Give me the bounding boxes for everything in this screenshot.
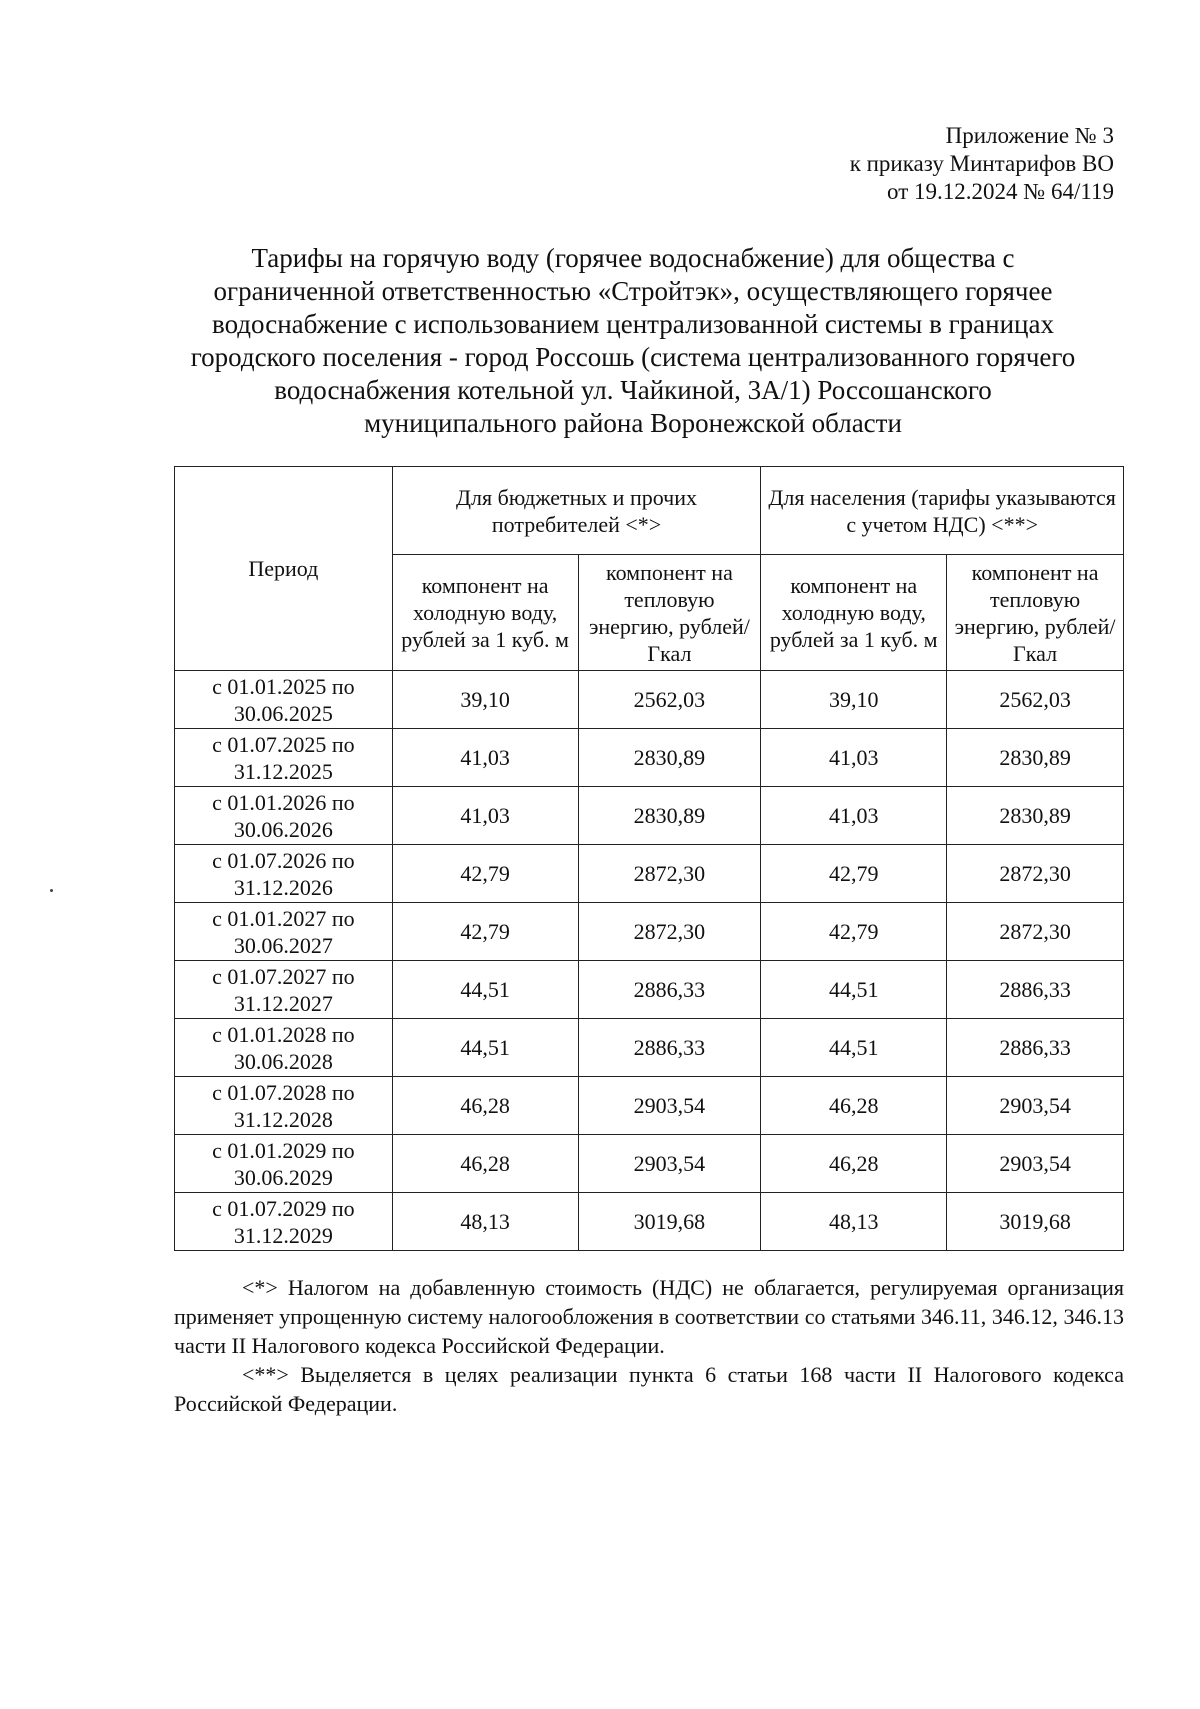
cold-water-cell: 39,10 (761, 671, 947, 729)
heat-energy-cell: 2886,33 (578, 961, 761, 1019)
heat-energy-cell: 2872,30 (578, 845, 761, 903)
cold-water-cell: 44,51 (392, 961, 578, 1019)
cold-water-cell: 46,28 (392, 1135, 578, 1193)
heat-energy-cell: 2830,89 (947, 787, 1124, 845)
cold-water-cell: 44,51 (392, 1019, 578, 1077)
cold-water-header: компонент на холодную воду, рублей за 1 куб. м (392, 555, 578, 671)
footnote-vat-included: <**> Выделяется в целях реализации пункта 6 статьи 168 части II Налогового кодекса Российской Федерации. (174, 1362, 1124, 1416)
table-row (175, 1135, 1124, 1193)
heat-energy-cell: 2903,54 (578, 1077, 761, 1135)
cold-water-cell: 42,79 (392, 903, 578, 961)
table-row (175, 671, 1124, 729)
title-line: муниципального района Воронежской области (364, 408, 902, 438)
footnote-vat-exempt: <*> Налогом на добавленную стоимость (НДС) не облагается, регулируемая организация применяет упрощенную систему налогообложения в соответствии со статьями 346.11, 346.12, 346.13 части II Налогового кодекса Российской Федерации. (174, 1275, 1124, 1358)
heat-energy-cell: 2903,54 (947, 1077, 1124, 1135)
period-cell: с 01.01.2029 по 30.06.2029 (175, 1135, 393, 1193)
title-line: ограниченной ответственностью «Стройтэк», осуществляющего горячее (213, 276, 1053, 306)
cold-water-cell: 46,28 (761, 1135, 947, 1193)
title-line: Тарифы на горячую воду (горячее водоснабжение) для общества с (251, 243, 1015, 273)
cold-water-cell: 44,51 (761, 961, 947, 1019)
cold-water-cell: 46,28 (761, 1077, 947, 1135)
heat-energy-cell: 2872,30 (947, 903, 1124, 961)
scan-speck (50, 889, 53, 892)
period-cell: с 01.07.2026 по 31.12.2026 (175, 845, 393, 903)
heat-energy-cell: 2830,89 (947, 729, 1124, 787)
table-row (175, 729, 1124, 787)
heat-energy-cell: 3019,68 (947, 1193, 1124, 1251)
footnotes (174, 1273, 1124, 1418)
cold-water-cell: 41,03 (392, 787, 578, 845)
period-cell: с 01.01.2027 по 30.06.2027 (175, 903, 393, 961)
heat-energy-cell: 2562,03 (578, 671, 761, 729)
table-row (175, 961, 1124, 1019)
title-line: городского поселения - город Россошь (система централизованного горячего (190, 342, 1076, 372)
cold-water-cell: 42,79 (761, 845, 947, 903)
tariff-table (174, 466, 1124, 1251)
heat-energy-cell: 2562,03 (947, 671, 1124, 729)
period-cell: с 01.07.2029 по 31.12.2029 (175, 1193, 393, 1251)
cold-water-cell: 44,51 (761, 1019, 947, 1077)
heat-energy-header: компонент на тепловую энергию, рублей/Гкал (947, 555, 1124, 671)
cold-water-cell: 39,10 (392, 671, 578, 729)
period-cell: с 01.07.2027 по 31.12.2027 (175, 961, 393, 1019)
cold-water-cell: 41,03 (761, 729, 947, 787)
heat-energy-cell: 2886,33 (947, 1019, 1124, 1077)
heat-energy-cell: 3019,68 (578, 1193, 761, 1251)
heat-energy-cell: 2886,33 (578, 1019, 761, 1077)
heat-energy-cell: 2830,89 (578, 729, 761, 787)
cold-water-cell: 42,79 (392, 845, 578, 903)
population-header: Для населения (тарифы указываются с учетом НДС) <**> (761, 467, 1124, 555)
cold-water-header: компонент на холодную воду, рублей за 1 куб. м (761, 555, 947, 671)
heat-energy-cell: 2903,54 (947, 1135, 1124, 1193)
period-cell: с 01.01.2026 по 30.06.2026 (175, 787, 393, 845)
appendix-line-3: от 19.12.2024 № 64/119 (887, 179, 1114, 204)
heat-energy-cell: 2830,89 (578, 787, 761, 845)
document-title (168, 242, 1098, 440)
heat-energy-cell: 2872,30 (947, 845, 1124, 903)
cold-water-cell: 48,13 (392, 1193, 578, 1251)
cold-water-cell: 42,79 (761, 903, 947, 961)
table-row (175, 1193, 1124, 1251)
heat-energy-header: компонент на тепловую энергию, рублей/Гкал (578, 555, 761, 671)
table-row (175, 845, 1124, 903)
appendix-header (850, 122, 1114, 206)
table-row (175, 903, 1124, 961)
period-cell: с 01.07.2025 по 31.12.2025 (175, 729, 393, 787)
appendix-line-1: Приложение № 3 (945, 123, 1114, 148)
budget-consumers-header: Для бюджетных и прочих потребителей <*> (392, 467, 761, 555)
period-cell: с 01.01.2028 по 30.06.2028 (175, 1019, 393, 1077)
title-line: водоснабжения котельной ул. Чайкиной, 3А/1) Россошанского (274, 375, 992, 405)
cold-water-cell: 48,13 (761, 1193, 947, 1251)
period-cell: с 01.01.2025 по 30.06.2025 (175, 671, 393, 729)
heat-energy-cell: 2886,33 (947, 961, 1124, 1019)
table-row (175, 1077, 1124, 1135)
heat-energy-cell: 2903,54 (578, 1135, 761, 1193)
period-header: Период (175, 467, 393, 671)
period-cell: с 01.07.2028 по 31.12.2028 (175, 1077, 393, 1135)
cold-water-cell: 41,03 (761, 787, 947, 845)
appendix-line-2: к приказу Минтарифов ВО (849, 151, 1114, 176)
title-line: водоснабжение с использованием централизованной системы в границах (212, 309, 1054, 339)
table-row (175, 1019, 1124, 1077)
table-row (175, 787, 1124, 845)
cold-water-cell: 41,03 (392, 729, 578, 787)
cold-water-cell: 46,28 (392, 1077, 578, 1135)
heat-energy-cell: 2872,30 (578, 903, 761, 961)
